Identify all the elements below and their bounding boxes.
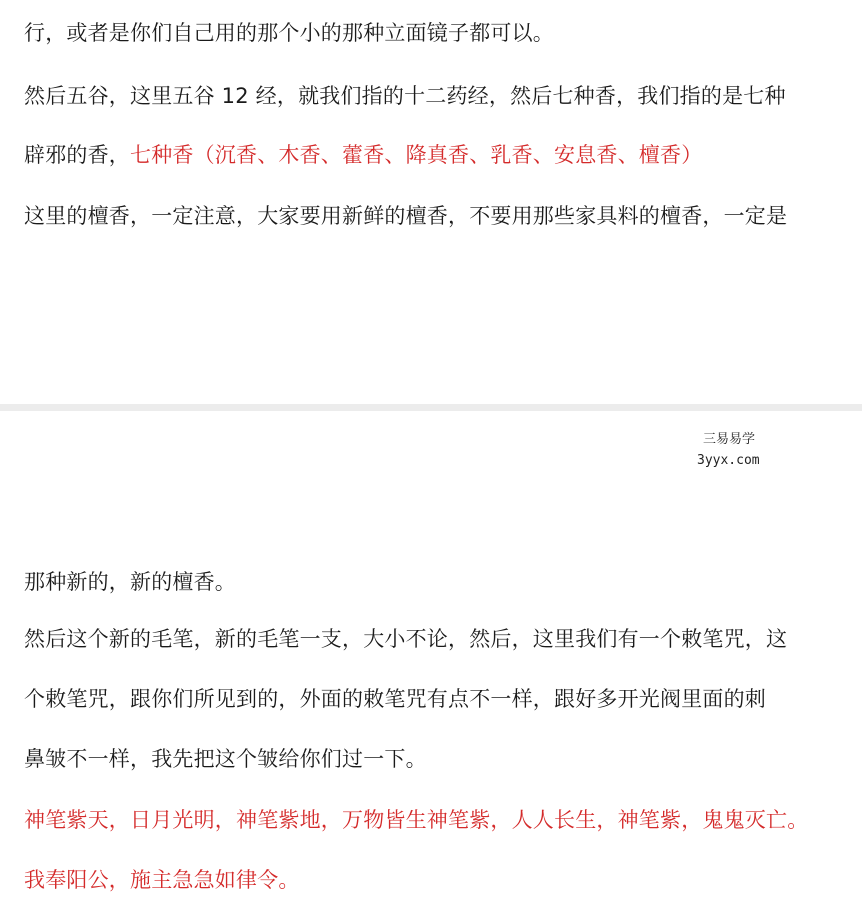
watermark-url: 3yyx.com	[697, 453, 760, 468]
incantation-line: 神笔紫天，日月光明，神笔紫地，万物皆生神笔紫，人人长生，神笔紫，鬼鬼灭亡。	[24, 808, 809, 832]
text-line: 这里的檀香，一定注意，大家要用新鲜的檀香，不要用那些家具料的檀香，一定是	[24, 204, 788, 228]
text-line: 行，或者是你们自己用的那个小的那种立面镜子都可以。	[24, 21, 554, 45]
text-line: 然后这个新的毛笔，新的毛笔一支，大小不论，然后，这里我们有一个敕笔咒，这	[24, 627, 788, 651]
text-line-with-highlight	[24, 140, 702, 170]
document-page-bottom	[0, 411, 862, 898]
highlight-incense-list: 七种香（沉香、木香、藿香、降真香、乳香、安息香、檀香）	[130, 143, 703, 167]
text-segment: 辟邪的香，	[24, 143, 130, 167]
incantation-line: 我奉阳公，施主急急如律令。	[24, 868, 300, 892]
document-page-top	[0, 0, 862, 404]
text-line: 个敕笔咒，跟你们所见到的，外面的敕笔咒有点不一样，跟好多开光阀里面的刺	[24, 687, 766, 711]
watermark-name: 三易易学	[703, 432, 756, 447]
text-line: 那种新的，新的檀香。	[24, 570, 236, 594]
page-separator	[0, 404, 862, 411]
text-line: 鼻皱不一样，我先把这个皱给你们过一下。	[24, 747, 427, 771]
text-line: 然后五谷，这里五谷 12 经，就我们指的十二药经，然后七种香，我们指的是七种	[24, 84, 786, 108]
